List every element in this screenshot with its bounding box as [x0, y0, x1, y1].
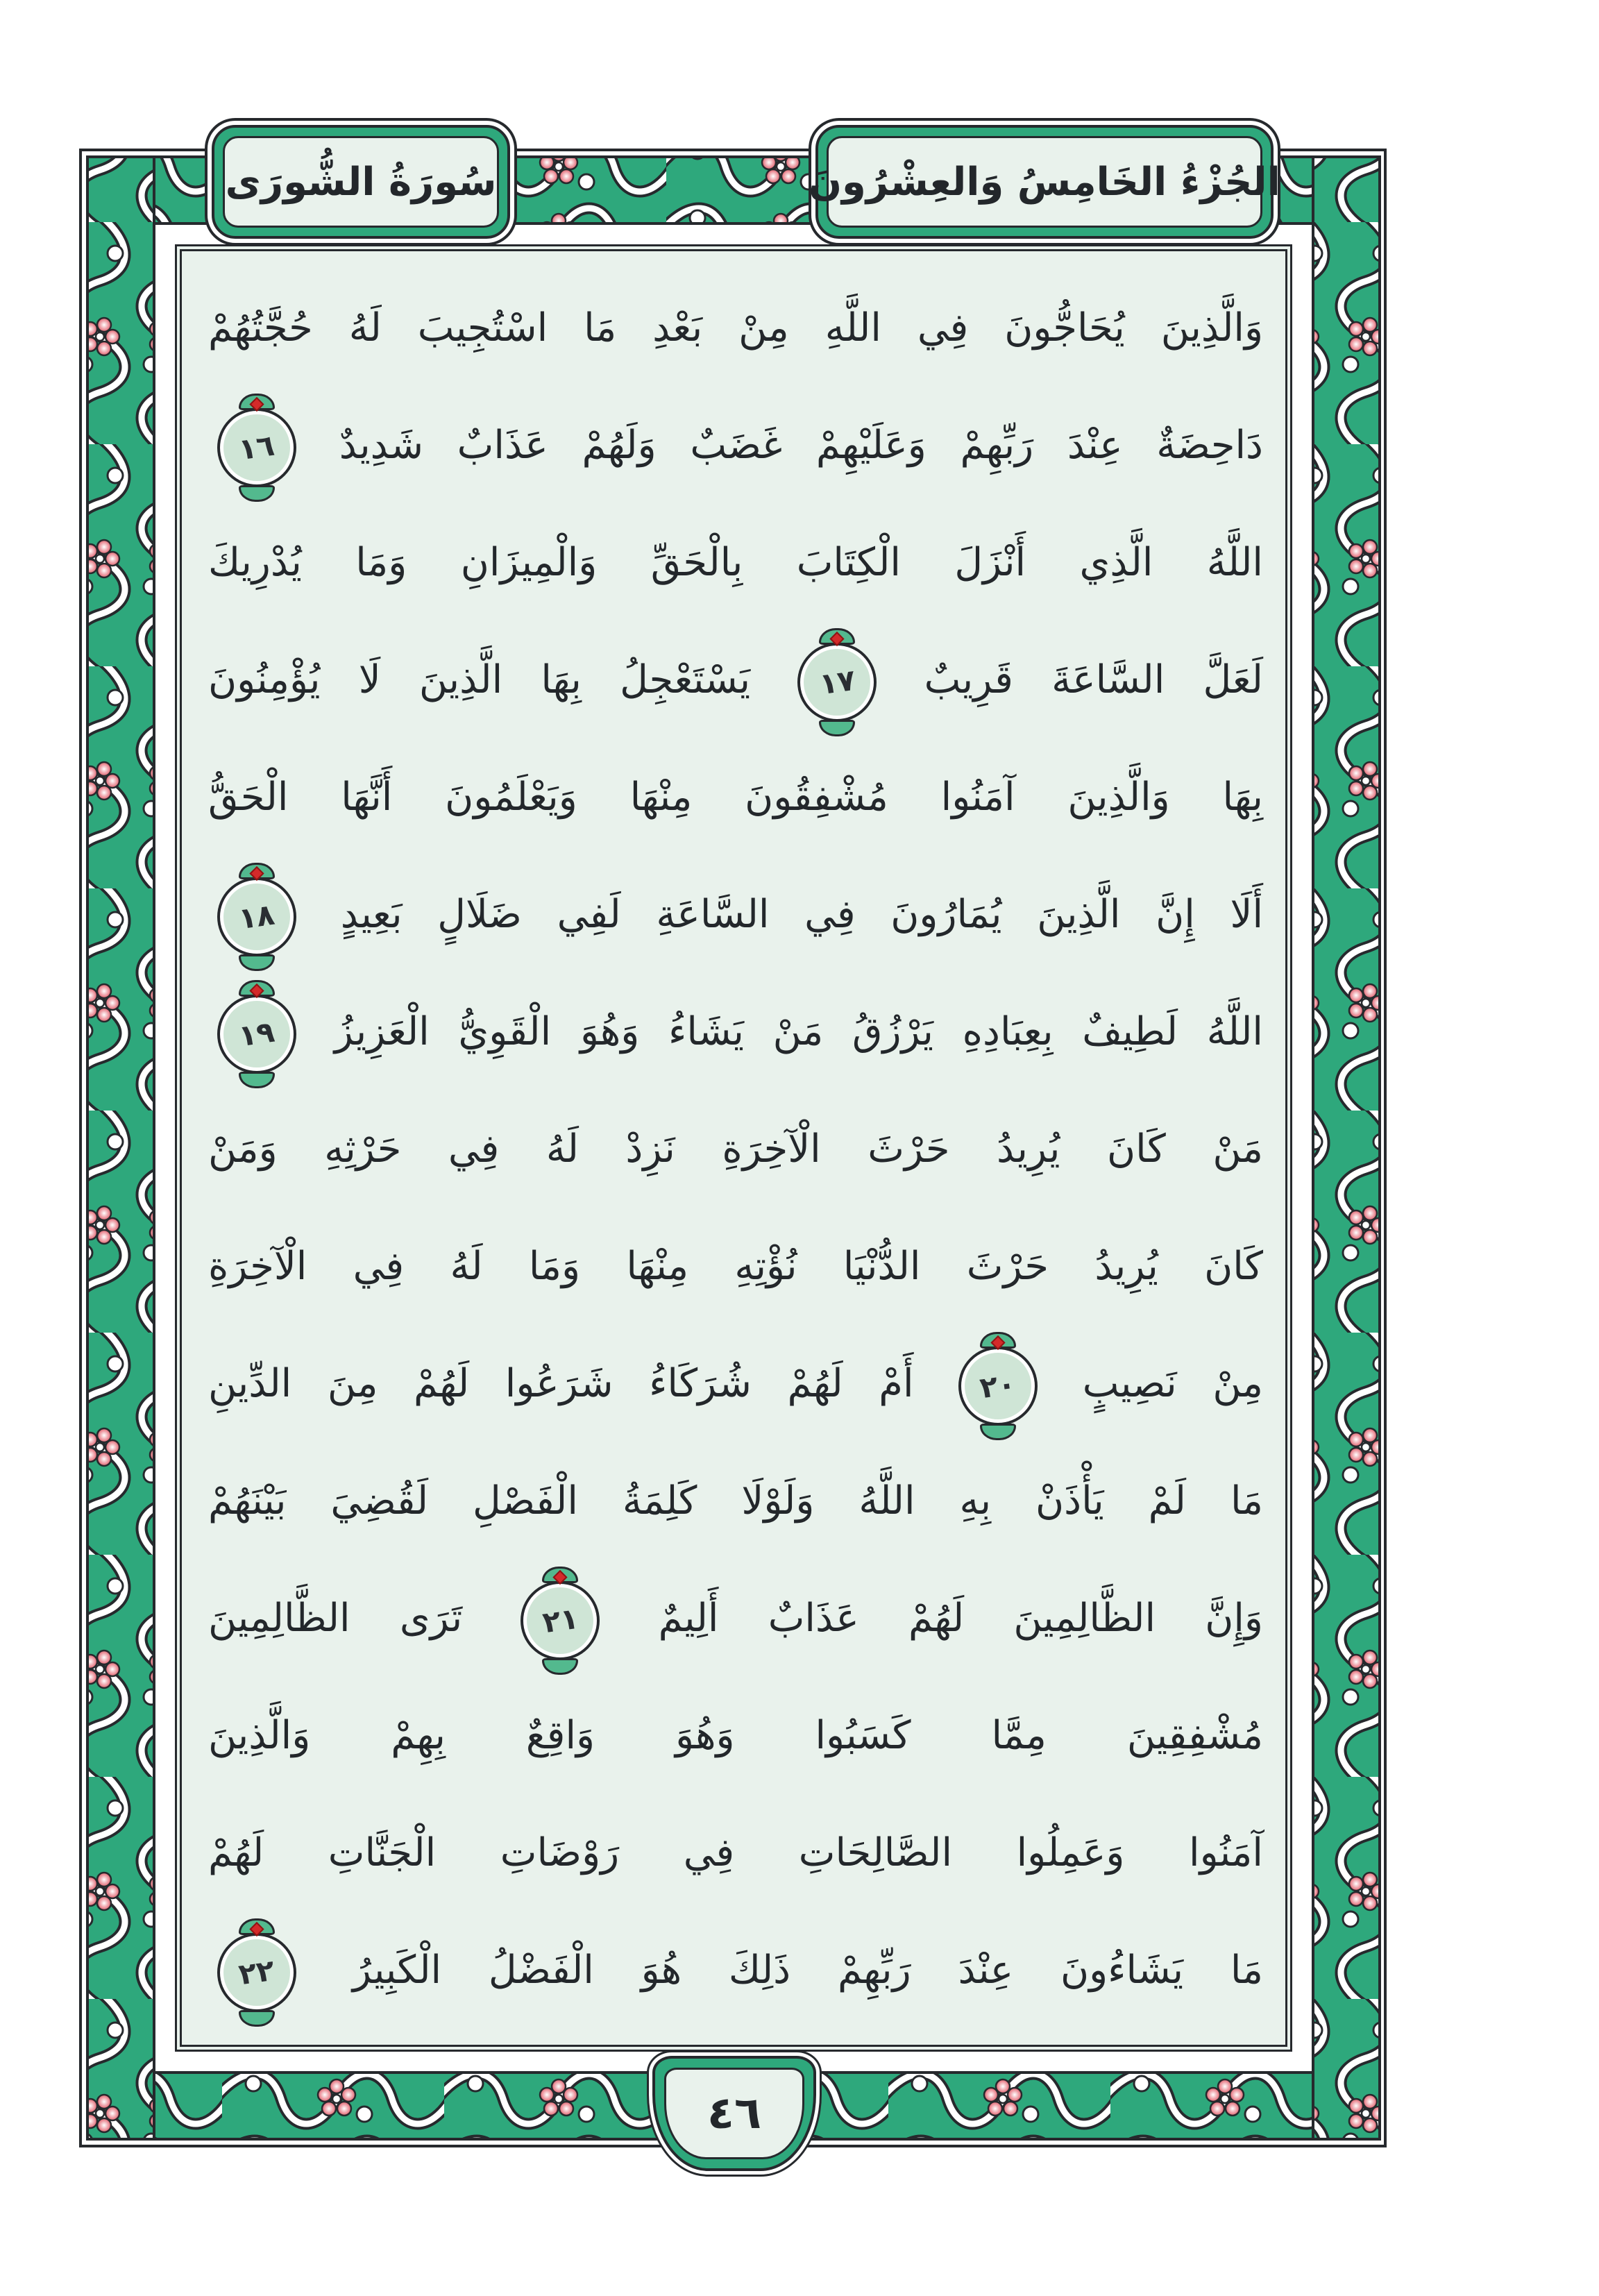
verse-marker: [223, 884, 290, 950]
surah-title-panel: [223, 136, 499, 228]
quran-line: [208, 1208, 1263, 1325]
ayah-text: دَاحِضَةٌ عِنْدَ رَبِّهِمْ وَعَلَيْهِمْ غَضَبٌ وَلَهُمْ عَذَابٌ شَدِيدٌ: [339, 423, 1263, 468]
verse-number: ١٩: [237, 1015, 277, 1054]
quran-line: [208, 1794, 1263, 1911]
quran-line: [208, 1325, 1263, 1442]
quran-line: [208, 973, 1263, 1090]
page-number-panel: [664, 2068, 804, 2159]
marker-crown-icon: [819, 720, 855, 736]
quran-line: [208, 387, 1263, 504]
marker-crown-icon: [239, 954, 275, 971]
marker-crown-icon: [542, 1658, 578, 1675]
verse-number: ٢٢: [237, 1953, 277, 1992]
ayah-text: اللَّهُ لَطِيفٌ بِعِبَادِهِ يَرْزُقُ مَنْ يَشَاءُ وَهُوَ الْقَوِيُّ الْعَزِيزُ: [334, 1009, 1263, 1054]
verse-marker: [223, 414, 290, 481]
ayah-text: اللَّهُ الَّذِي أَنْزَلَ الْكِتَابَ بِالْحَقِّ وَالْمِيزَانِ وَمَا يُدْرِيكَ: [208, 540, 1263, 585]
juz-title-tab: [809, 125, 1280, 239]
ayah-text: يَسْتَعْجِلُ بِهَا الَّذِينَ لَا يُؤْمِنُونَ: [208, 657, 751, 702]
verse-marker: [223, 1939, 290, 2006]
verse-number: ٢٠: [978, 1367, 1018, 1406]
ayah-text: تَرَى الظَّالِمِينَ: [208, 1596, 463, 1641]
verse-number: ١٨: [237, 897, 277, 936]
ayah-text: مَا لَمْ يَأْذَنْ بِهِ اللَّهُ وَلَوْلَا كَلِمَةُ الْفَصْلِ لَقُضِيَ بَيْنَهُمْ: [208, 1478, 1263, 1523]
juz-title-panel: [809, 136, 1280, 228]
verse-marker: [527, 1587, 593, 1654]
juz-title: الجُزْءُ الخَامِسُ وَالعِشْرُونَ: [809, 159, 1280, 205]
border-band-right: [1313, 157, 1380, 2139]
quran-line: [208, 621, 1263, 738]
quran-line: [208, 269, 1263, 387]
quran-line: [208, 1677, 1263, 1794]
border-band-left: [87, 157, 154, 2139]
ayah-text: لَعَلَّ السَّاعَةَ قَرِيبٌ: [924, 657, 1263, 702]
ayah-text: وَإِنَّ الظَّالِمِينَ لَهُمْ عَذَابٌ أَلِيمٌ: [658, 1596, 1263, 1641]
quran-line: [208, 856, 1263, 973]
verse-number: ١٦: [237, 428, 277, 467]
quran-line: [208, 1560, 1263, 1677]
ayah-text: مِنْ نَصِيبٍ: [1082, 1361, 1263, 1406]
ayah-text: كَانَ يُرِيدُ حَرْثَ الدُّنْيَا نُؤْتِهِ مِنْهَا وَمَا لَهُ فِي الْآخِرَةِ: [208, 1244, 1263, 1289]
quran-lines: [208, 269, 1263, 2032]
verse-number: ٢١: [540, 1601, 581, 1640]
quran-line: [208, 504, 1263, 621]
verse-number: ١٧: [817, 663, 858, 702]
page-number-cartouche: [652, 2056, 816, 2171]
quran-line: [208, 1911, 1263, 2029]
verse-marker: [223, 1001, 290, 1067]
ayah-text: مُشْفِقِينَ مِمَّا كَسَبُوا وَهُوَ وَاقِعٌ بِهِمْ وَالَّذِينَ: [208, 1713, 1263, 1758]
ayah-text: آمَنُوا وَعَمِلُوا الصَّالِحَاتِ فِي رَوْضَاتِ الْجَنَّاتِ لَهُمْ: [208, 1830, 1263, 1875]
quran-line: [208, 738, 1263, 856]
quran-line: [208, 1442, 1263, 1560]
verse-marker: [965, 1353, 1031, 1419]
ayah-text: أَمْ لَهُمْ شُرَكَاءُ شَرَعُوا لَهُمْ مِنَ الدِّينِ: [208, 1361, 914, 1406]
ayah-text: مَا يَشَاءُونَ عِنْدَ رَبِّهِمْ ذَلِكَ هُوَ الْفَضْلُ الْكَبِيرُ: [352, 1948, 1263, 1993]
ayah-text: بِهَا وَالَّذِينَ آمَنُوا مُشْفِقُونَ مِنْهَا وَيَعْلَمُونَ أَنَّهَا الْحَقُّ: [208, 775, 1263, 820]
marker-crown-icon: [239, 485, 275, 502]
quran-line: [208, 1090, 1263, 1208]
marker-crown-icon: [239, 2010, 275, 2027]
verse-marker: [804, 649, 870, 716]
ayah-text: مَنْ كَانَ يُرِيدُ حَرْثَ الْآخِرَةِ نَزِدْ لَهُ فِي حَرْثِهِ وَمَنْ: [208, 1126, 1263, 1172]
surah-title: سُورَةُ الشُّورَى: [225, 159, 497, 205]
ayah-text: وَالَّذِينَ يُحَاجُّونَ فِي اللَّهِ مِنْ بَعْدِ مَا اسْتُجِيبَ لَهُ حُجَّتُهُمْ: [208, 305, 1263, 351]
page-number: ٤٦: [707, 2088, 762, 2139]
surah-title-tab: [212, 125, 510, 239]
marker-crown-icon: [239, 1072, 275, 1088]
ayah-text: أَلَا إِنَّ الَّذِينَ يُمَارُونَ فِي السَّاعَةِ لَفِي ضَلَالٍ بَعِيدٍ: [340, 892, 1264, 937]
marker-crown-icon: [980, 1424, 1016, 1440]
